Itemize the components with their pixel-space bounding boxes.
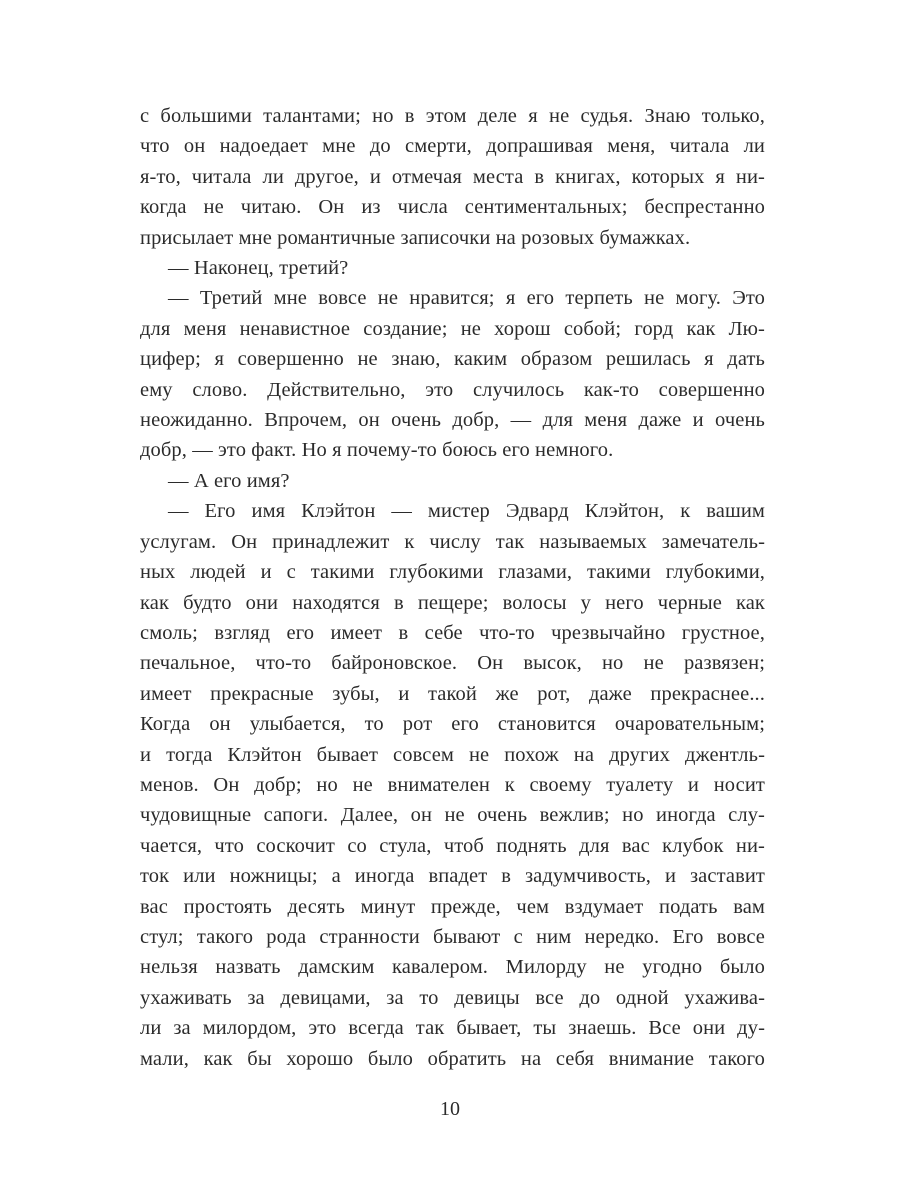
text-line: менов. Он добр; но не внимателен к своему туалету и носит	[140, 773, 765, 796]
text-line: — А его имя?	[168, 469, 290, 492]
text-line: я-то, читала ли другое, и отмечая места в книгах, которых я ни-	[140, 165, 765, 188]
page-text	[140, 101, 765, 1074]
paragraph	[140, 496, 765, 1074]
text-line: мали, как бы хорошо было обратить на себя внимание такого	[140, 1047, 765, 1070]
paragraph	[140, 466, 765, 496]
text-line: ему слово. Действительно, это случилось как-то совершенно	[140, 378, 765, 401]
text-line: Когда он улыбается, то рот его становится очаровательным;	[140, 713, 765, 736]
text-line: — Наконец, третий?	[168, 257, 349, 280]
page-number: 10	[440, 1098, 460, 1120]
text-line: чудовищные сапоги. Далее, он не очень вежлив; но иногда слу-	[140, 804, 765, 827]
text-line: смоль; взгляд его имеет в себе что-то чрезвычайно грустное,	[140, 621, 765, 644]
text-line: присылает мне романтичные записочки на розовых бумажках.	[140, 226, 691, 249]
paragraph	[140, 253, 765, 283]
text-line: неожиданно. Впрочем, он очень добр, — для меня даже и очень	[140, 409, 765, 432]
text-line: стул; такого рода странности бывают с ним нередко. Его вовсе	[140, 925, 765, 948]
text-line: с большими талантами; но в этом деле я не судья. Знаю только,	[140, 105, 765, 127]
text-line: цифер; я совершенно не знаю, каким образом решилась я дать	[140, 348, 765, 371]
text-line: как будто они находятся в пещере; волосы у него черные как	[140, 591, 765, 614]
text-line: ухаживать за девицами, за то девицы все до одной ухажива-	[140, 986, 765, 1009]
text-line: нельзя назвать дамским кавалером. Милорду не угодно было	[140, 956, 765, 979]
text-line: ток или ножницы; а иногда впадет в задумчивость, и заставит	[140, 865, 765, 888]
text-line: услугам. Он принадлежит к числу так называемых замечатель-	[140, 530, 765, 553]
text-line: печальное, что-то байроновское. Он высок, но не развязен;	[140, 652, 765, 675]
text-line: для меня ненавистное создание; не хорош собой; горд как Лю-	[140, 317, 765, 340]
text-line: ли за милордом, это всегда так бывает, ты знаешь. Все они ду-	[140, 1017, 765, 1040]
paragraph	[140, 283, 765, 465]
paragraph	[140, 101, 765, 253]
text-line: и тогда Клэйтон бывает совсем не похож на других джентль-	[140, 743, 765, 766]
text-line: что он надоедает мне до смерти, допрашивая меня, читала ли	[140, 135, 765, 158]
text-line: вас простоять десять минут прежде, чем вздумает подать вам	[140, 895, 765, 918]
text-line: — Третий мне вовсе не нравится; я его терпеть не могу. Это	[168, 287, 765, 310]
text-line: когда не читаю. Он из числа сентиментальных; беспрестанно	[140, 196, 765, 219]
text-line: чается, что соскочит со стула, чтоб поднять для вас клубок ни-	[140, 834, 765, 857]
text-line: ных людей и с такими глубокими глазами, такими глубокими,	[140, 561, 765, 584]
text-line: имеет прекрасные зубы, и такой же рот, даже прекраснее...	[140, 682, 765, 705]
text-line: — Его имя Клэйтон — мистер Эдвард Клэйтон, к вашим	[168, 500, 765, 523]
text-line: добр, — это факт. Но я почему-то боюсь его немного.	[140, 439, 614, 462]
